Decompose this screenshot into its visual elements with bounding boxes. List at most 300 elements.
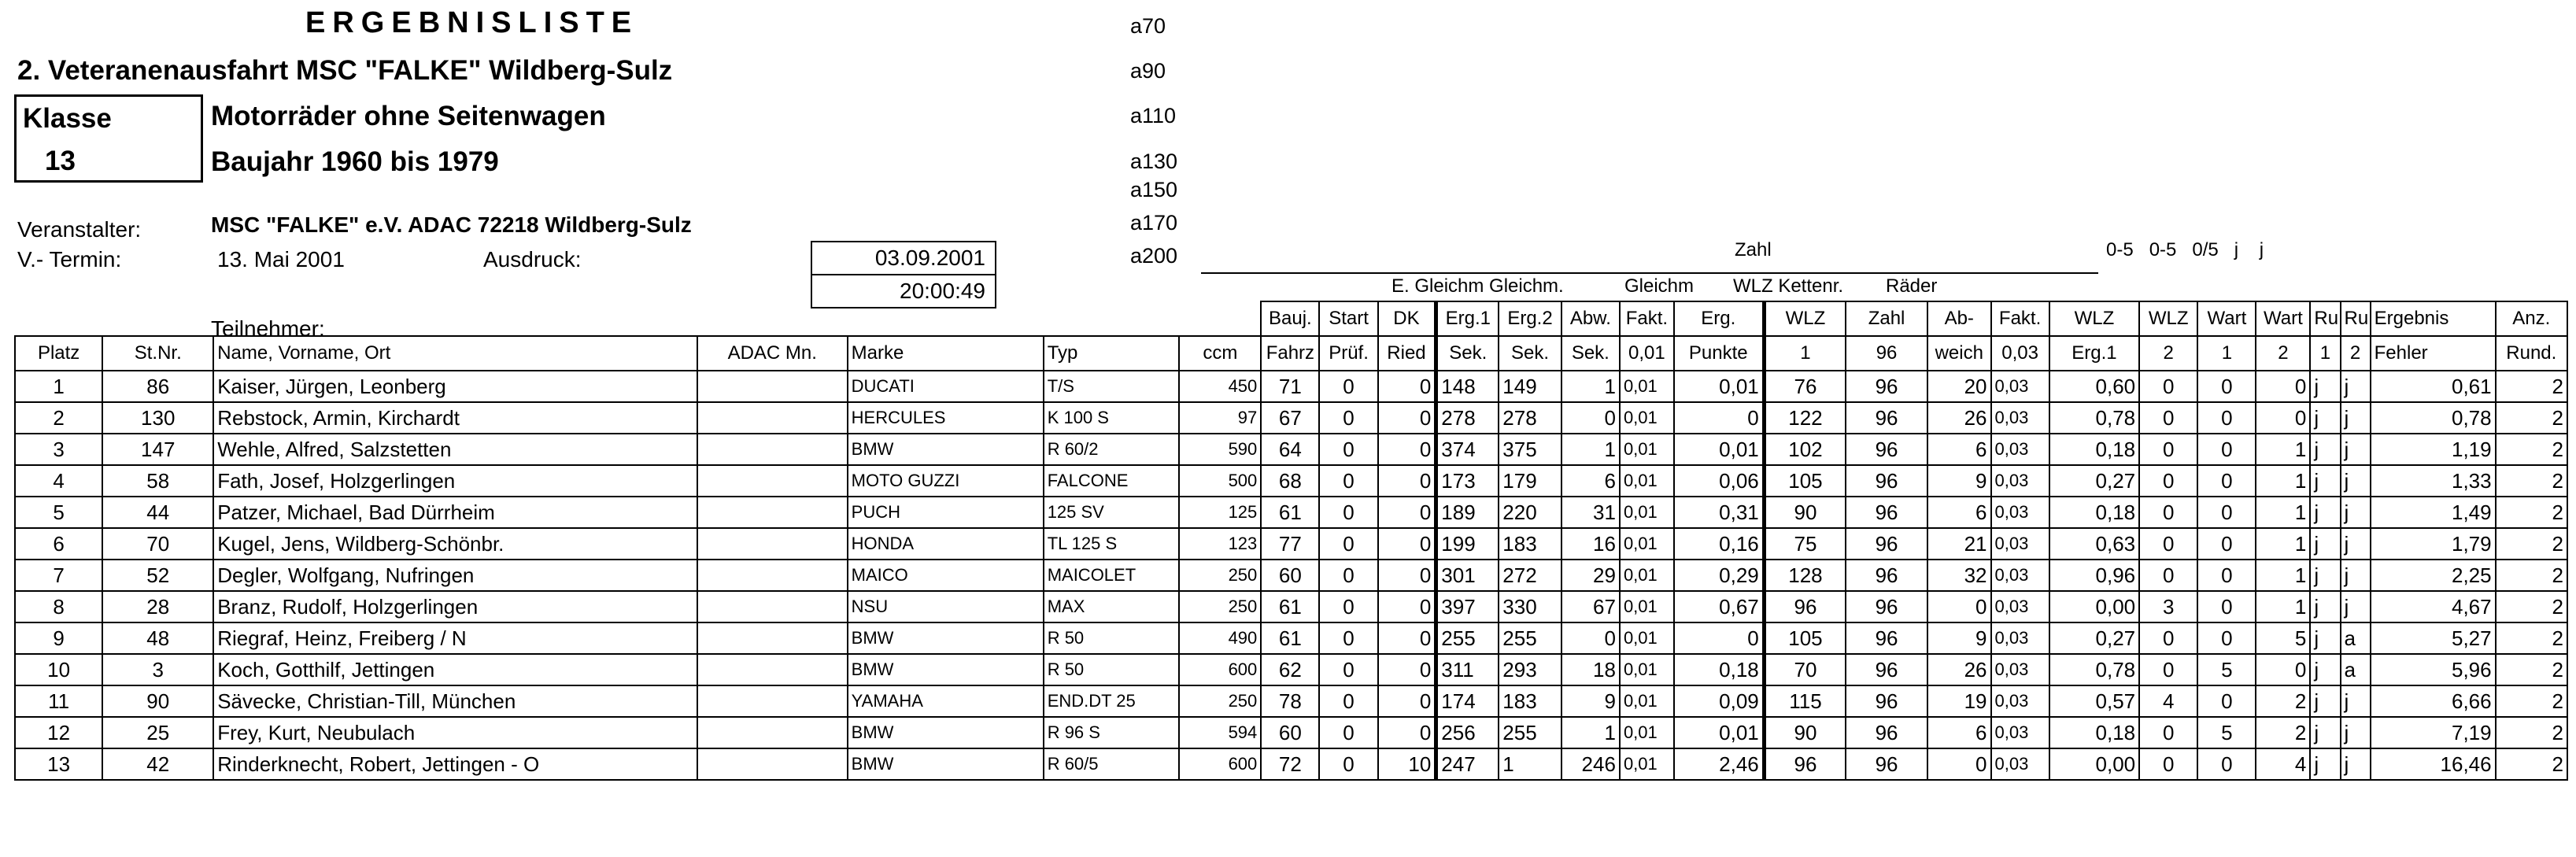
table-row-startnr: 42 [102,748,213,780]
header-row-2-ergebnis: Fehler [2371,336,2496,371]
table-row-fakt2: 0,03 [1991,591,2049,622]
table-row-wlz-erg1: 0,27 [2049,622,2139,654]
table-row-wart2: 1 [2256,528,2310,560]
table-row-fakt: 0,01 [1620,591,1674,622]
table-row-typ: R 60/5 [1044,748,1180,780]
table-row-baujahr: 68 [1261,465,1319,497]
table-row-ergebnis: 1,79 [2371,528,2496,560]
table-row-name: Rinderknecht, Robert, Jettingen - O [213,748,697,780]
table-row-startpruef: 0 [1319,528,1377,560]
table-row-zahl: 96 [1846,402,1927,434]
header-row-1-anz-runden: Anz. [2496,301,2567,336]
table-row-dk: 0 [1378,497,1436,528]
klasse-number: 13 [45,146,76,176]
table-row-ergebnis: 6,66 [2371,685,2496,717]
header-row-1-wlz-erg1: WLZ [2049,301,2139,336]
table-row-ergebnis: 1,49 [2371,497,2496,528]
table-row-ergebnis: 7,19 [2371,717,2496,748]
header-row-1-wlz2: WLZ [2139,301,2197,336]
header-row-1-ru1: Ru [2310,301,2340,336]
table-row-wart2: 0 [2256,402,2310,434]
table-row-startnr: 90 [102,685,213,717]
table-row-dk: 0 [1378,402,1436,434]
code-a70: a70 [1130,14,1166,38]
table-row-abw: 29 [1561,560,1620,591]
table-row [15,591,2567,622]
table-row [15,434,2567,465]
table-row-erg2: 272 [1499,560,1561,591]
table-row-marke: BMW [848,434,1044,465]
table-row-erg1: 189 [1436,497,1499,528]
table-row-dk: 0 [1378,560,1436,591]
table-row-wlz2: 0 [2139,654,2197,685]
table-row-abweich: 19 [1927,685,1991,717]
table-row-erg-punkte: 0,31 [1674,497,1764,528]
table-row-fakt2: 0,03 [1991,717,2049,748]
table-row-zahl: 96 [1846,654,1927,685]
table-row-ru1: j [2310,685,2340,717]
group-raeder: Räder [1886,275,1938,297]
table-row-fakt2: 0,03 [1991,528,2049,560]
table-row-abweich: 6 [1927,497,1991,528]
table-row-wlz-erg1: 0,18 [2049,434,2139,465]
table-row-ru1: j [2310,748,2340,780]
print-time: 20:00:49 [900,279,985,303]
table-row-startnr: 58 [102,465,213,497]
table-row-anz-runden: 2 [2496,748,2567,780]
table-row-adac [697,465,848,497]
class-description: Motorräder ohne Seitenwagen [211,101,606,131]
table-row-fakt2: 0,03 [1991,560,2049,591]
table-row-platz: 9 [15,622,102,654]
table-row-startpruef: 0 [1319,371,1377,402]
header-row-2-adac: ADAC Mn. [697,336,848,371]
veranstalter-value: MSC "FALKE" e.V. ADAC 72218 Wildberg-Sulz [211,212,692,237]
table-row-ru2: j [2341,497,2371,528]
table-row-startnr: 25 [102,717,213,748]
table-row-startpruef: 0 [1319,465,1377,497]
header-row-2-ru2: 2 [2341,336,2371,371]
header-row-2-typ: Typ [1044,336,1180,371]
table-row-name: Kaiser, Jürgen, Leonberg [213,371,697,402]
table-row-erg2: 1 [1499,748,1561,780]
table-row-ru1: j [2310,434,2340,465]
table-row-zahl: 96 [1846,591,1927,622]
table-row-erg1: 256 [1436,717,1499,748]
table-row-baujahr: 61 [1261,591,1319,622]
table-row-baujahr: 67 [1261,402,1319,434]
table-row-wart1: 5 [2197,717,2256,748]
table-row [15,371,2567,402]
table-row-erg1: 247 [1436,748,1499,780]
table-row-wlz2: 0 [2139,528,2197,560]
table-row-erg2: 183 [1499,528,1561,560]
event-title: 2. Veteranenausfahrt MSC "FALKE" Wildberg-Sulz [17,55,673,86]
table-row-adac [697,685,848,717]
table-row-adac [697,497,848,528]
table-row-fakt: 0,01 [1620,434,1674,465]
table-row-abw: 1 [1561,434,1620,465]
table-row-baujahr: 61 [1261,497,1319,528]
table-row-wlz1: 122 [1764,402,1846,434]
table-row-wart1: 0 [2197,685,2256,717]
header-row-2-platz: Platz [15,336,102,371]
table-row-zahl: 96 [1846,622,1927,654]
table-row-platz: 4 [15,465,102,497]
table-row-ru1: j [2310,622,2340,654]
table-row-wlz1: 96 [1764,591,1846,622]
table-row-erg2: 149 [1499,371,1561,402]
table-row-wlz1: 70 [1764,654,1846,685]
table-row-platz: 3 [15,434,102,465]
code-a150: a150 [1130,178,1178,201]
header-row-1-name [213,301,697,336]
table-row-baujahr: 60 [1261,560,1319,591]
table-row-abweich: 26 [1927,654,1991,685]
table-row-adac [697,371,848,402]
table-row [15,497,2567,528]
table-row-startpruef: 0 [1319,560,1377,591]
table-row-erg2: 255 [1499,717,1561,748]
table-row-erg2: 293 [1499,654,1561,685]
table-row-abweich: 26 [1927,402,1991,434]
header-row-2-zahl: 96 [1846,336,1927,371]
table-row-baujahr: 78 [1261,685,1319,717]
table-row-platz: 5 [15,497,102,528]
table-row-dk: 0 [1378,654,1436,685]
table-row-marke: DUCATI [848,371,1044,402]
table-row-wart1: 0 [2197,748,2256,780]
table-row-fakt2: 0,03 [1991,371,2049,402]
table-row-wlz-erg1: 0,00 [2049,748,2139,780]
table-row-wlz-erg1: 0,57 [2049,685,2139,717]
table-row-wart2: 2 [2256,685,2310,717]
table-row-wlz1: 105 [1764,622,1846,654]
table-row-wart1: 0 [2197,622,2256,654]
table-row-erg1: 278 [1436,402,1499,434]
table-row-marke: BMW [848,717,1044,748]
table-row-marke: YAMAHA [848,685,1044,717]
table-row-name: Wehle, Alfred, Salzstetten [213,434,697,465]
header-row-1-dk: DK [1378,301,1436,336]
table-row-wlz-erg1: 0,60 [2049,371,2139,402]
table-row-typ: MAICOLET [1044,560,1180,591]
header-row-1-erg-punkte: Erg. [1674,301,1764,336]
table-row-erg2: 179 [1499,465,1561,497]
table-row-dk: 0 [1378,717,1436,748]
group-gleichm2: Gleichm [1624,275,1695,297]
table-row-wlz-erg1: 0,00 [2049,591,2139,622]
table-row-erg-punkte: 0,29 [1674,560,1764,591]
table-row-wart2: 1 [2256,434,2310,465]
table-row-ru2: a [2341,622,2371,654]
table-row-ergebnis: 16,46 [2371,748,2496,780]
table-row-anz-runden: 2 [2496,528,2567,560]
table-row-erg-punkte: 0,06 [1674,465,1764,497]
table-row-wlz2: 0 [2139,497,2197,528]
table-row-marke: HONDA [848,528,1044,560]
table-row-erg-punkte: 0,09 [1674,685,1764,717]
table-row-baujahr: 60 [1261,717,1319,748]
table-row-typ: MAX [1044,591,1180,622]
table-row-fakt: 0,01 [1620,465,1674,497]
table-row-marke: BMW [848,654,1044,685]
table-row-erg1: 374 [1436,434,1499,465]
table-row-wlz-erg1: 0,78 [2049,654,2139,685]
table-row-wlz1: 90 [1764,497,1846,528]
table-row-wart1: 0 [2197,591,2256,622]
header-row-1-wlz1: WLZ [1764,301,1846,336]
table-row-erg1: 173 [1436,465,1499,497]
table-row-typ: 125 SV [1044,497,1180,528]
table-row-anz-runden: 2 [2496,497,2567,528]
table-row-fakt2: 0,03 [1991,434,2049,465]
table-row-wlz1: 102 [1764,434,1846,465]
table-row-wart2: 1 [2256,465,2310,497]
table-row-name: Branz, Rudolf, Holzgerlingen [213,591,697,622]
table-row-anz-runden: 2 [2496,622,2567,654]
header-row-2-abw: Sek. [1561,336,1620,371]
table-row-typ: FALCONE [1044,465,1180,497]
table-row-abweich: 0 [1927,748,1991,780]
table-row-abweich: 6 [1927,717,1991,748]
table-row-abw: 0 [1561,622,1620,654]
table-row-startpruef: 0 [1319,654,1377,685]
table-row-erg2: 278 [1499,402,1561,434]
table-row-zahl: 96 [1846,528,1927,560]
table-row-adac [697,622,848,654]
table-row-erg-punkte: 0,01 [1674,434,1764,465]
table-row-name: Frey, Kurt, Neubulach [213,717,697,748]
table-row [15,622,2567,654]
table-row-name: Patzer, Michael, Bad Dürrheim [213,497,697,528]
table-row-ru2: j [2341,685,2371,717]
header-row-2-wart1: 1 [2197,336,2256,371]
table-row-wlz1: 90 [1764,717,1846,748]
table-row-marke: HERCULES [848,402,1044,434]
table-row-platz: 8 [15,591,102,622]
table-row [15,748,2567,780]
print-datetime-box [811,241,996,308]
table-row-baujahr: 64 [1261,434,1319,465]
table-row-anz-runden: 2 [2496,560,2567,591]
table-row-ru2: j [2341,717,2371,748]
table-row-ru1: j [2310,591,2340,622]
table-row-zahl: 96 [1846,434,1927,465]
table-row-typ: R 60/2 [1044,434,1180,465]
table-row-abw: 1 [1561,371,1620,402]
table-row-adac [697,717,848,748]
table-row-erg1: 311 [1436,654,1499,685]
table-row-adac [697,402,848,434]
table-row-erg-punkte: 0 [1674,402,1764,434]
table-row-baujahr: 61 [1261,622,1319,654]
table-row-wlz2: 0 [2139,748,2197,780]
table-row [15,465,2567,497]
table-row-wlz1: 105 [1764,465,1846,497]
table-row-fakt: 0,01 [1620,622,1674,654]
table-row-wlz2: 0 [2139,560,2197,591]
table-row-zahl: 96 [1846,371,1927,402]
table-row-wart2: 4 [2256,748,2310,780]
header-row-1-adac [697,301,848,336]
table-row-baujahr: 72 [1261,748,1319,780]
table-row-erg1: 174 [1436,685,1499,717]
table-row [15,685,2567,717]
table-row-zahl: 96 [1846,497,1927,528]
print-date: 03.09.2001 [874,246,985,270]
table-row-abweich: 9 [1927,465,1991,497]
table-row-ru1: j [2310,402,2340,434]
table-row-startpruef: 0 [1319,717,1377,748]
table-row-ru1: j [2310,497,2340,528]
table-row-name: Rebstock, Armin, Kirchardt [213,402,697,434]
table-row-startnr: 52 [102,560,213,591]
table-row-dk: 0 [1378,591,1436,622]
results-table [14,301,2568,781]
code-a200: a200 [1130,244,1178,268]
table-row-zahl: 96 [1846,717,1927,748]
code-a170: a170 [1130,211,1178,235]
table-row-erg1: 148 [1436,371,1499,402]
table-row-fakt: 0,01 [1620,497,1674,528]
header-row-1-startnr [102,301,213,336]
table-row-fakt2: 0,03 [1991,748,2049,780]
table-row-name: Degler, Wolfgang, Nufringen [213,560,697,591]
table-row-wlz2: 0 [2139,717,2197,748]
table-row-wart1: 0 [2197,465,2256,497]
header-row-2-erg1: Sek. [1436,336,1499,371]
group-wlz-ketten: WLZ Kettenr. [1733,275,1844,297]
header-row-1-baujahr: Bauj. [1261,301,1319,336]
table-row-wlz-erg1: 0,78 [2049,402,2139,434]
header-row-1-abw: Abw. [1561,301,1620,336]
header-row-1-fakt: Fakt. [1620,301,1674,336]
table-row-adac [697,748,848,780]
header-row-1-zahl: Zahl [1846,301,1927,336]
table-row-erg-punkte: 0,01 [1674,371,1764,402]
table-row-fakt: 0,01 [1620,402,1674,434]
table-row-abw: 9 [1561,685,1620,717]
header-row-1-ergebnis: Ergebnis [2371,301,2496,336]
table-row-wlz1: 76 [1764,371,1846,402]
header-row-1-fakt2: Fakt. [1991,301,2049,336]
table-row-wlz2: 0 [2139,622,2197,654]
table-row-fakt: 0,01 [1620,371,1674,402]
table-row-wart1: 0 [2197,560,2256,591]
table-row-startnr: 3 [102,654,213,685]
table-row-abweich: 20 [1927,371,1991,402]
table-row-ru2: j [2341,465,2371,497]
table-row-erg1: 301 [1436,560,1499,591]
header-row-1 [15,301,2567,336]
table-row-fakt2: 0,03 [1991,497,2049,528]
table-row-zahl: 96 [1846,465,1927,497]
table-row-dk: 0 [1378,685,1436,717]
table-row-wart1: 0 [2197,371,2256,402]
table-row-erg-punkte: 0 [1674,622,1764,654]
table-row-baujahr: 77 [1261,528,1319,560]
table-row-erg1: 397 [1436,591,1499,622]
table-row-ergebnis: 0,61 [2371,371,2496,402]
table-row-abweich: 6 [1927,434,1991,465]
table-row-ergebnis: 5,96 [2371,654,2496,685]
header-row-1-ccm [1179,301,1261,336]
table-row-abweich: 9 [1927,622,1991,654]
header-row-2-ru1: 1 [2310,336,2340,371]
table-row-startnr: 147 [102,434,213,465]
table-row-abw: 6 [1561,465,1620,497]
table-row-abw: 1 [1561,717,1620,748]
table-row-typ: K 100 S [1044,402,1180,434]
table-row-name: Sävecke, Christian-Till, München [213,685,697,717]
table-row-zahl: 96 [1846,560,1927,591]
table-row-dk: 0 [1378,528,1436,560]
header-row-2-fakt2: 0,03 [1991,336,2049,371]
header-row-2-marke: Marke [848,336,1044,371]
table-row-ru2: a [2341,654,2371,685]
header-row-2-anz-runden: Rund. [2496,336,2567,371]
header-row-2-wlz2: 2 [2139,336,2197,371]
table-row-erg2: 255 [1499,622,1561,654]
table-row-anz-runden: 2 [2496,434,2567,465]
table-row-ru2: j [2341,560,2371,591]
table-row-ru2: j [2341,748,2371,780]
table-row-erg-punkte: 0,67 [1674,591,1764,622]
table-row-anz-runden: 2 [2496,591,2567,622]
table-row-marke: MOTO GUZZI [848,465,1044,497]
table-row-platz: 11 [15,685,102,717]
table-row-wlz1: 128 [1764,560,1846,591]
table-row-ccm: 490 [1179,622,1261,654]
table-row-erg-punkte: 2,46 [1674,748,1764,780]
table-row-name: Riegraf, Heinz, Freiberg / N [213,622,697,654]
table-row-erg1: 255 [1436,622,1499,654]
table-row-ccm: 123 [1179,528,1261,560]
header-row-2-baujahr: Fahrz [1261,336,1319,371]
table-row-ru1: j [2310,465,2340,497]
table-row-ru1: j [2310,717,2340,748]
table-row-typ: TL 125 S [1044,528,1180,560]
table-row-abw: 31 [1561,497,1620,528]
veranstalter-label: Veranstalter: [17,217,142,242]
header-row-2-abweich: weich [1927,336,1991,371]
header-row-2-wlz-erg1: Erg.1 [2049,336,2139,371]
group-zahl: Zahl [1735,239,1772,260]
header-row-2-ccm: ccm [1179,336,1261,371]
table-row-startpruef: 0 [1319,622,1377,654]
table-row-fakt: 0,01 [1620,654,1674,685]
table-row-wlz2: 0 [2139,465,2197,497]
table-row-fakt2: 0,03 [1991,654,2049,685]
table-row-wart2: 1 [2256,591,2310,622]
table-row-startpruef: 0 [1319,402,1377,434]
year-range: Baujahr 1960 bis 1979 [211,146,499,177]
table-row-abweich: 0 [1927,591,1991,622]
table-row-wart2: 0 [2256,654,2310,685]
table-row-ru1: j [2310,371,2340,402]
table-row [15,717,2567,748]
header-row-1-erg1: Erg.1 [1436,301,1499,336]
header-row-2-erg2: Sek. [1499,336,1561,371]
table-row-startnr: 48 [102,622,213,654]
header-row-2-fakt: 0,01 [1620,336,1674,371]
table-row-name: Kugel, Jens, Wildberg-Schönbr. [213,528,697,560]
table-row-platz: 2 [15,402,102,434]
table-row [15,402,2567,434]
table-row-typ: R 96 S [1044,717,1180,748]
table-row-wart1: 0 [2197,402,2256,434]
